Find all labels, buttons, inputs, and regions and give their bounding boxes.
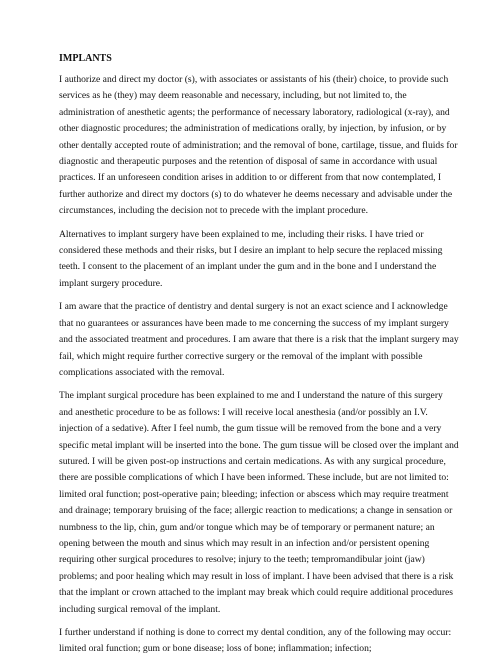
document-title: IMPLANTS bbox=[59, 53, 112, 64]
consent-form-body bbox=[59, 52, 459, 665]
paragraph-procedure-risks: The implant surgical procedure has been explained to me and I understand the nature of this surgery and anesthetic procedure to be as follows: I will receive local anesthesia (and/or possibly an I.V. injection of a sedative). After I feel numb, the gum tissue will be removed from the bone and a very specific metal implant will be inserted into the bone. The gum tissue will be closed over the implant and sutured. I will be given post-op instructions and certain medications. As with any surgical procedure, there are possible complications of which I have been informed. These include, but are not limited to: limited oral function; post-operative pain; bleeding; infection or abscess which may require treatment and drainage; temporary bruising of the face; allergic reaction to medications; a change in sensation or numbness to the lip, chin, gum and/or tongue which may be of temporary or permanent nature; an opening between the mouth and sinus which may result in an infection and/or persistent opening requiring other surgical procedures to resolve; injury to the teeth; tempromandibular joint (jaw) problems; and poor healing which may result in loss of implant. I have been advised that there is a risk that the implant or crown attached to the implant may break which could require additional procedures including surgical removal of the implant. bbox=[59, 390, 459, 615]
paragraph-no-treatment-consequences: I further understand if nothing is done to correct my dental condition, any of the following may occur: limited oral function; gum or bone disease; loss of bone; inflammation; infection; bbox=[59, 627, 452, 655]
paragraph-no-guarantee: I am aware that the practice of dentistry and dental surgery is not an exact science and I acknowledge that no guarantees or assurances have been made to me concerning the success of my implant surgery and the associated treatment and procedures. I am aware that there is a risk that the implant surgery may fail, which might require further corrective surgery or the removal of the implant with possible complications associated with the removal. bbox=[59, 301, 459, 378]
paragraph-alternatives: Alternatives to implant surgery have been explained to me, including their risks. I have tried or considered these methods and their risks, but I desire an implant to help secure the replaced missing teeth. I consent to the placement of an implant under the gum and in the bone and I understand the implant surgery procedure. bbox=[59, 228, 443, 289]
paragraph-authorization: I authorize and direct my doctor (s), with associates or assistants of his (their) choice, to provide such services as he (they) may deem reasonable and necessary, including, but not limited to, the administration of anesthetic agents; the performance of necessary laboratory, radiological (x-ray), and other diagnostic procedures; the administration of medications orally, by injection, by infusion, or by other dentally accepted route of administration; and the removal of bone, cartilage, tissue, and fluids for diagnostic and therapeutic purposes and the retention of disposal of same in accordance with usual practices. If an unforeseen condition arises in addition to or different from that now contemplated, I further authorize and direct my doctors (s) to do whatever he deems necessary and advisable under the circumstances, including the decision not to precede with the implant procedure. bbox=[59, 74, 458, 217]
